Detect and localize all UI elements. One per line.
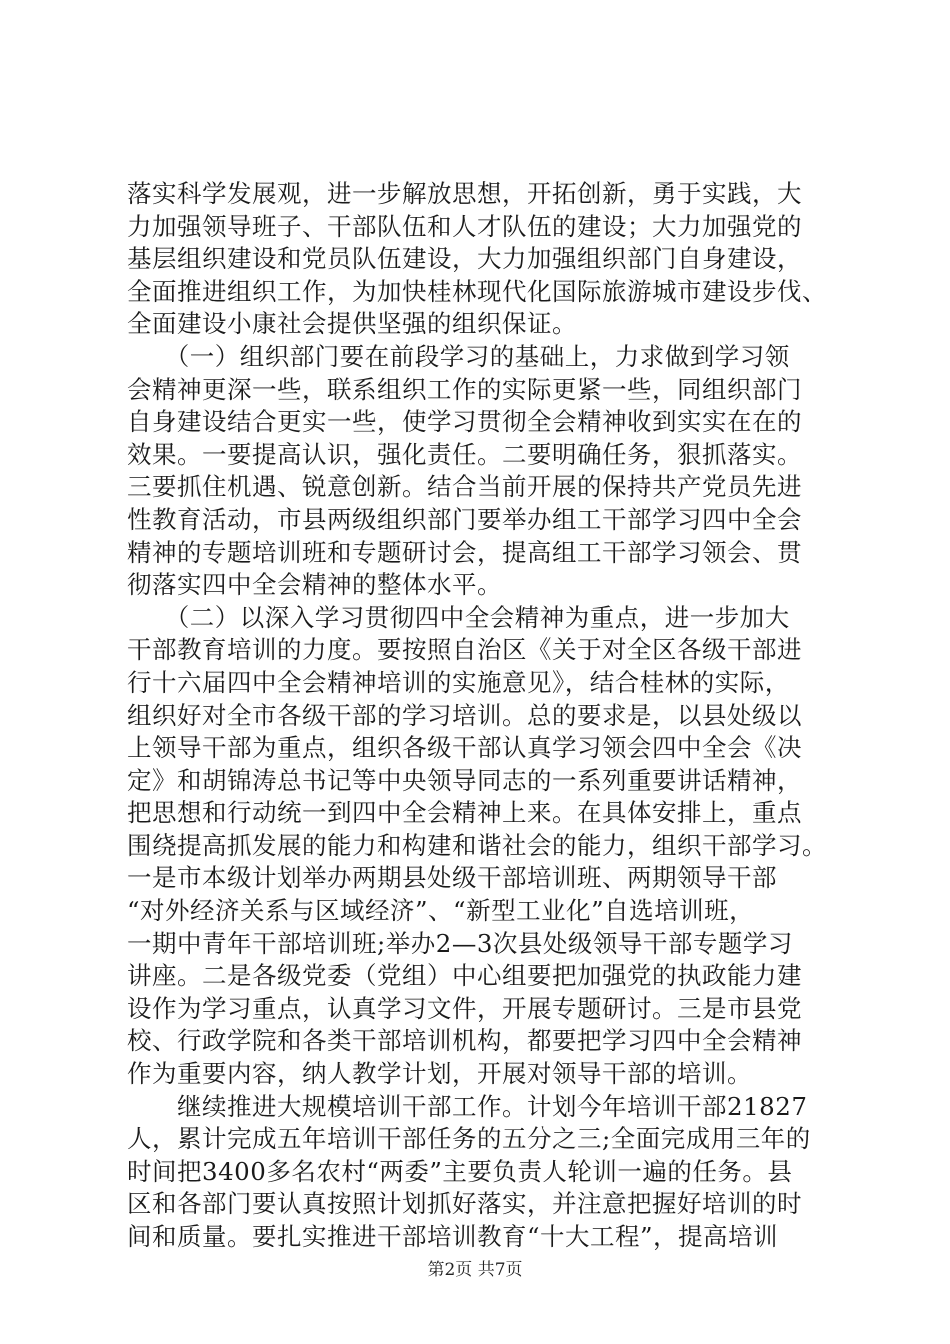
text-line: 行十六届四中全会精神培训的实施意见》，结合桂林的实际， (127, 667, 790, 697)
text-line: 全面建设小康社会提供坚强的组织保证。 (127, 309, 577, 339)
text-line: 性教育活动，市县两级组织部门要举办组工干部学习四中全会 (127, 504, 802, 534)
text-line: 把思想和行动统一到四中全会精神上来。在具体安排上，重点 (127, 798, 802, 828)
text-line: 定》和胡锦涛总书记等中央领导同志的一系列重要讲话精神， (127, 765, 802, 795)
text-line: 人，累计完成五年培训干部任务的五分之三;全面完成用三年的 (127, 1124, 811, 1154)
text-line: 校、行政学院和各类干部培训机构，都要把学习四中全会精神 (127, 1026, 802, 1056)
text-line: 三要抓住机遇、锐意创新。结合当前开展的保持共产党员先进 (127, 472, 802, 502)
text-line: 作为重要内容，纳人教学计划，开展对领导干部的培训。 (127, 1059, 752, 1089)
text-line: 设作为学习重点，认真学习文件，开展专题研讨。三是市县党 (127, 993, 802, 1023)
text-line: 干部教育培训的力度。要按照自治区《关于对全区各级干部进 (127, 635, 802, 665)
text-line: （二）以深入学习贯彻四中全会精神为重点，进一步加大 (127, 602, 790, 632)
text-line: 组织好对全市各级干部的学习培训。总的要求是，以县处级以 (127, 700, 802, 730)
body-text (127, 178, 827, 1254)
text-line: 继续推进大规模培训干部工作。计划今年培训干部21827 (127, 1091, 808, 1121)
text-line: 落实科学发展观，进一步解放思想，开拓创新，勇于实践，大 (127, 179, 802, 208)
text-line: 讲座。二是各级党委（党组）中心组要把加强党的执政能力建 (127, 961, 802, 991)
text-line: 全面推进组织工作，为加快桂林现代化国际旅游城市建设步伐、 (127, 276, 827, 306)
text-line: 会精神更深一些，联系组织工作的实际更紧一些，同组织部门 (127, 374, 802, 404)
text-line: 效果。一要提高认识，强化责任。二要明确任务，狠抓落实。 (127, 439, 802, 469)
text-line: 力加强领导班子、干部队伍和人才队伍的建设；大力加强党的 (127, 211, 802, 241)
text-line: 自身建设结合更实一些，使学习贯彻全会精神收到实实在在的 (127, 407, 802, 437)
text-line: 一期中青年干部培训班;举办2—3次县处级领导干部专题学习 (127, 928, 793, 958)
text-line: （一）组织部门要在前段学习的基础上，力求做到学习领 (127, 341, 790, 371)
text-line: 时间把3400多名农村“两委”主要负责人轮训一遍的任务。县 (127, 1156, 793, 1186)
text-line: 上领导干部为重点，组织各级干部认真学习领会四中全会《决 (127, 733, 802, 763)
page-footer: 第2页 共7页 (427, 1260, 523, 1280)
text-line: 区和各部门要认真按照计划抓好落实，并注意把握好培训的时 (127, 1189, 802, 1219)
text-line: 一是市本级计划举办两期县处级干部培训班、两期领导干部 (127, 863, 777, 893)
text-line: 围绕提高抓发展的能力和构建和谐社会的能力，组织干部学习。 (127, 830, 827, 860)
text-line: 彻落实四中全会精神的整体水平。 (127, 570, 502, 600)
text-line: 间和质量。要扎实推进干部培训教育“十大工程”，提高培训 (127, 1222, 779, 1251)
text-line: 基层组织建设和党员队伍建设，大力加强组织部门自身建设， (127, 244, 802, 274)
text-line: “对外经济关系与区域经济”、“新型工业化”自选培训班， (127, 896, 755, 926)
text-line: 精神的专题培训班和专题研讨会，提高组工干部学习领会、贯 (127, 537, 802, 567)
